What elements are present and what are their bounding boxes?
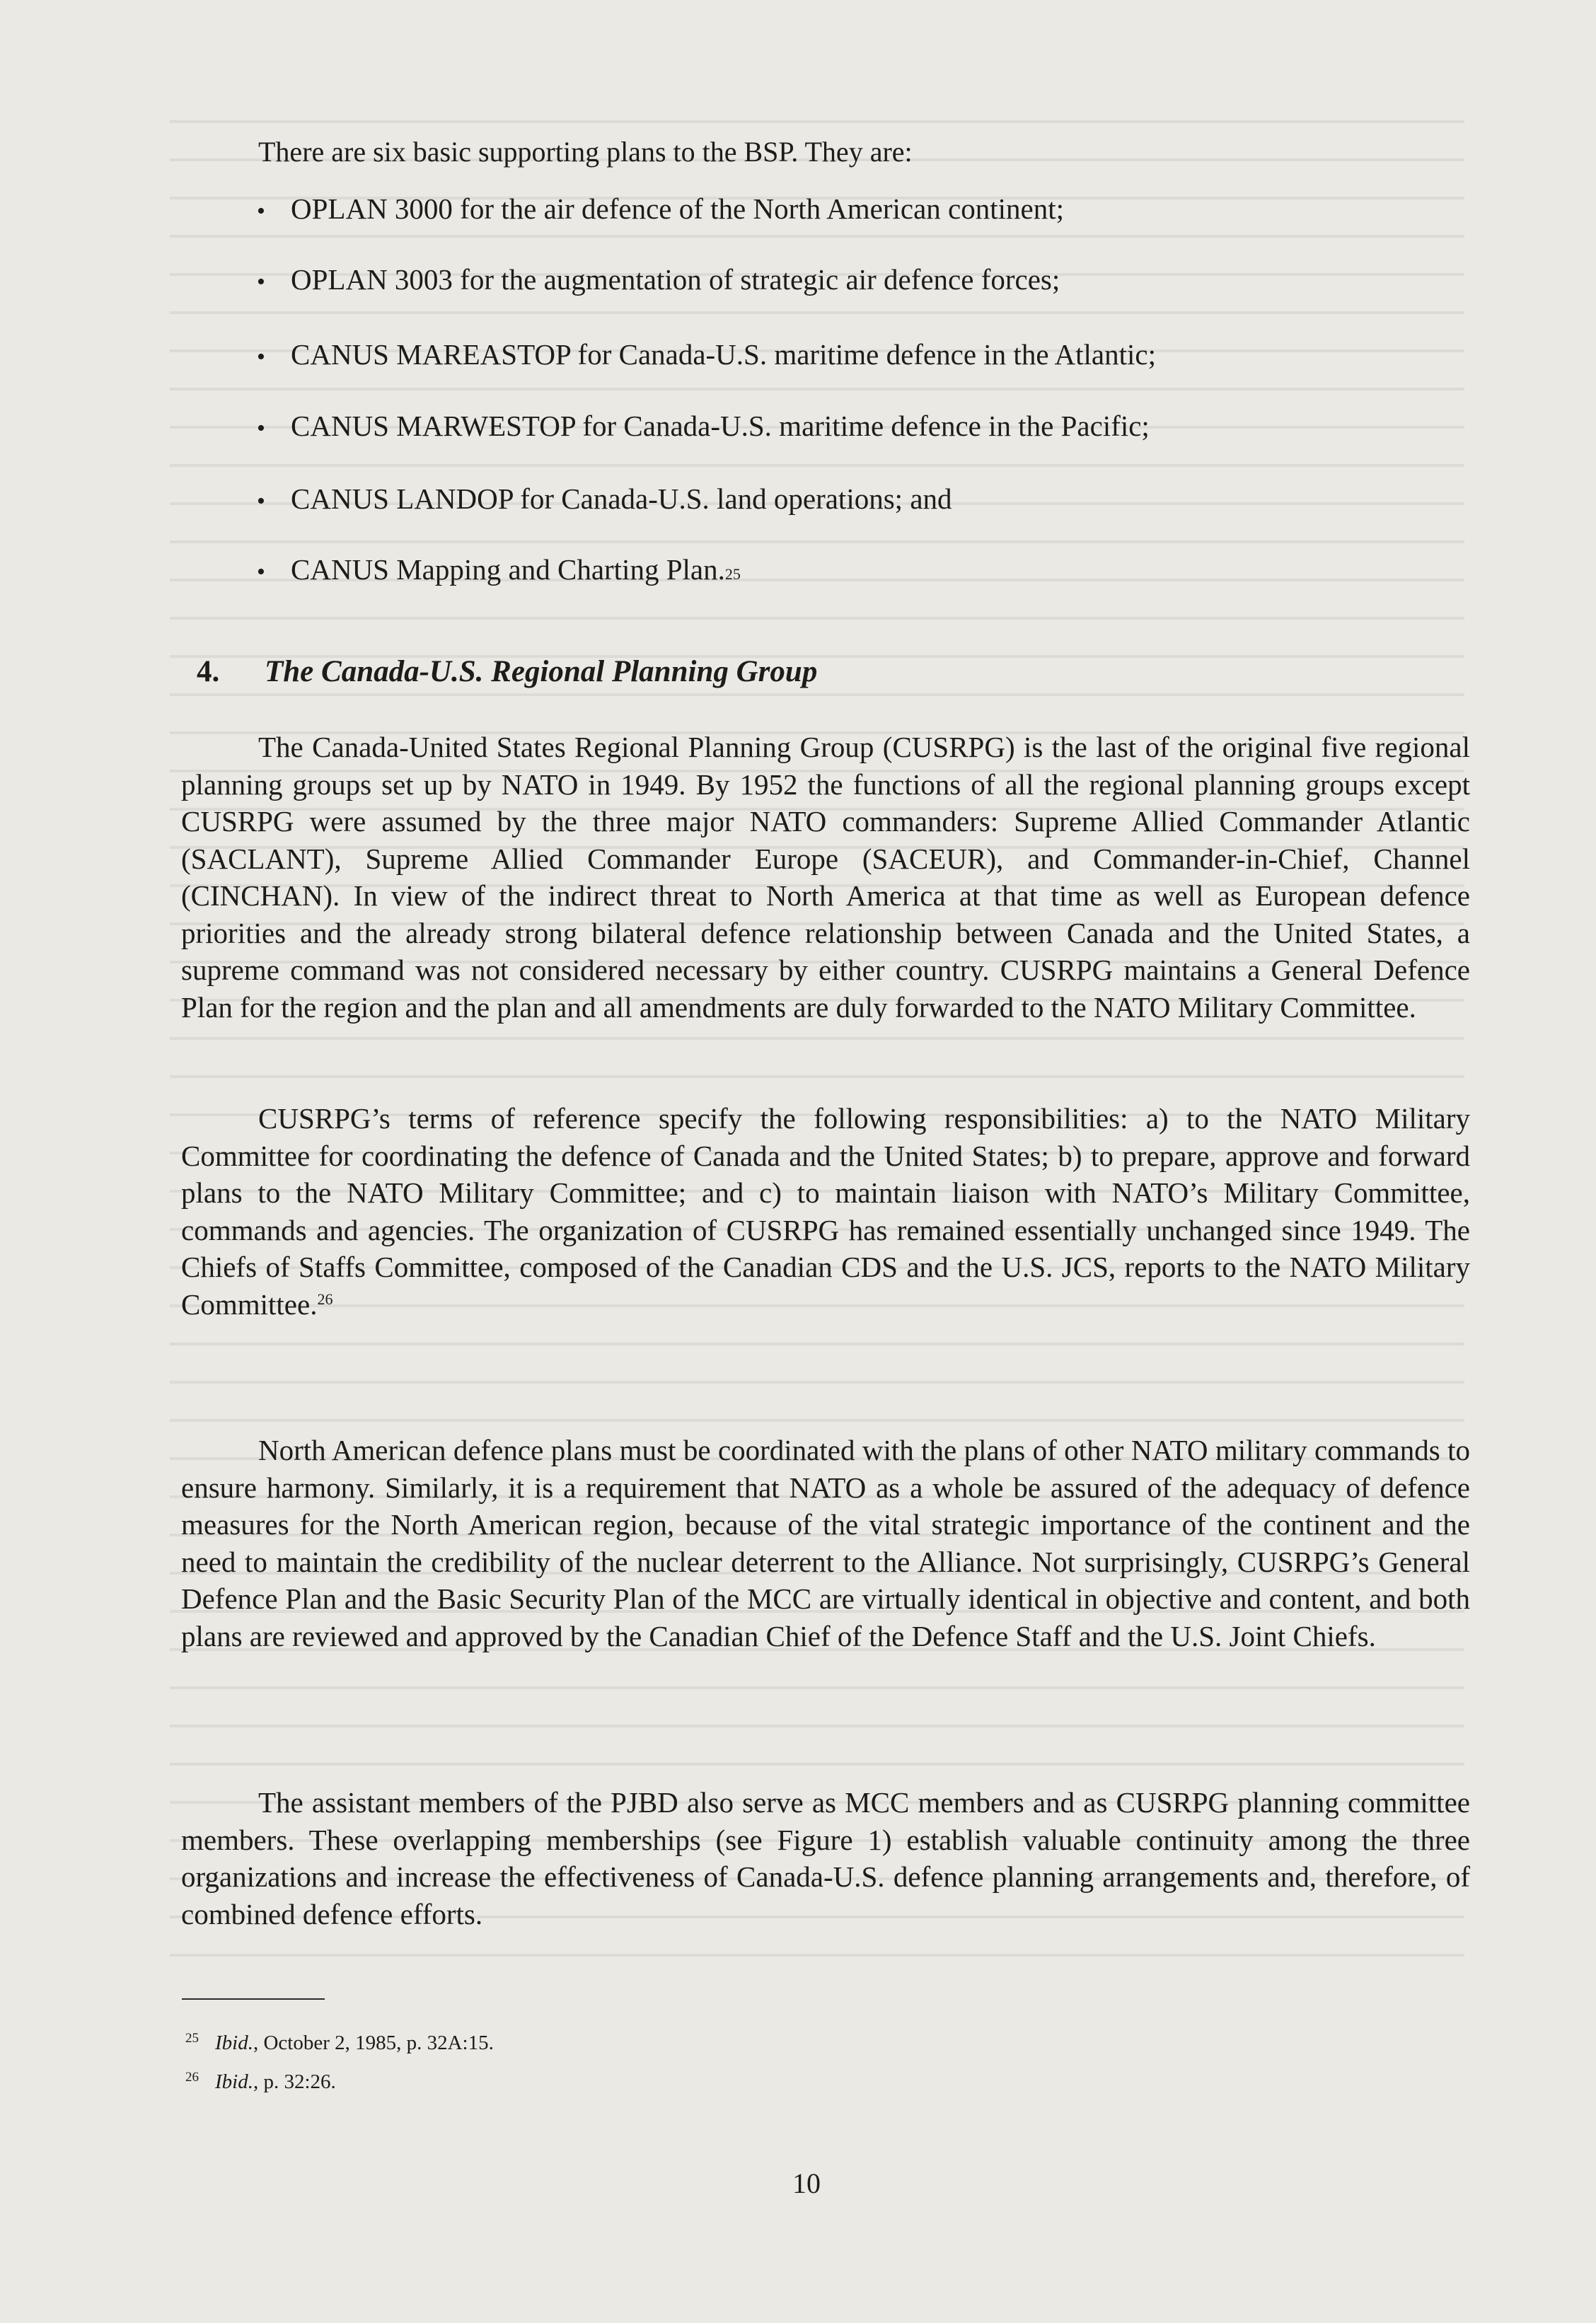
bullet-icon: • [257,559,265,585]
body-paragraph [181,729,1470,1026]
body-paragraph [181,1432,1470,1655]
list-item-text: CANUS Mapping and Charting Plan. [291,553,725,586]
footnote [185,2024,494,2057]
footnote-text: , p. 32:26. [253,2070,336,2093]
section-heading [197,651,817,693]
footnote-divider [182,1998,325,2000]
bullet-icon: • [257,344,265,370]
footnote-number: 25 [185,2031,199,2046]
list-item [257,481,952,516]
footnote-ref: 26 [317,1290,333,1308]
section-number: 4. [197,655,220,688]
footnote-ibid: Ibid. [215,2032,253,2054]
paragraph-text: The assistant members of the PJBD also serve as MCC members and as CUSRPG planning committee members. These overlapping memberships (see Figure 1) establish valuable continuity among the three organizations and increase the effectiveness of Canada-U.S. defence planning arrangements and, therefore, of combined defence efforts. [181,1786,1470,1930]
intro-text: There are six basic supporting plans to the BSP. They are: [258,136,913,168]
list-item: • CANUS Mapping and Charting Plan. 25 [257,552,741,587]
footnote-ibid: Ibid. [215,2070,253,2093]
list-item-text: OPLAN 3003 for the augmentation of strategic air defence forces; [291,263,1060,296]
bullet-icon: • [257,269,265,295]
list-item [257,337,1156,372]
paragraph-text: The Canada-United States Regional Planning Group (CUSRPG) is the last of the original five regional planning groups set up by NATO in 1949. By 1952 the functions of all the regional planning groups except CUSRPG were assumed by the three major NATO commanders: Supreme Allied Commander Atlantic (SACLANT), Supreme Allied Commander Europe (SACEUR), and Commander-in-Chief, Channel (CINCHAN). In view of the indirect threat to North America at that time as well as European defence priorities and the already strong bilateral defence relationship between Canada and the United States, a supreme command was not considered necessary by either country. CUSRPG maintains a General Defence Plan for the region and the plan and all amendments are duly forwarded to the NATO Military Committee. [181,731,1470,1024]
bullet-icon: • [257,415,265,441]
bullet-icon: • [257,198,265,224]
list-item [257,408,1150,444]
footnote-number: 26 [185,2070,199,2085]
show-through-bleed [170,120,1464,1959]
list-item-text: CANUS MARWESTOP for Canada-U.S. maritime defence in the Pacific; [291,410,1150,442]
footnote [185,2063,336,2096]
list-item-text: CANUS MAREASTOP for Canada-U.S. maritime defence in the Atlantic; [291,338,1156,371]
footnote-text: , October 2, 1985, p. 32A:15. [253,2032,494,2054]
paragraph-text: North American defence plans must be coordinated with the plans of other NATO military commands to ensure harmony. Similarly, it is a requirement that NATO as a whole be assured of the adequacy of defence measures for the North American region, because of the vital strategic importance of the continent and the need to maintain the credibility of the nuclear deterrent to the Alliance. Not surprisingly, CUSRPG’s General Defence Plan and the Basic Security Plan of the MCC are virtually identical in objective and content, and both plans are reviewed and approved by the Canadian Chief of the Defence Staff and the U.S. Joint Chiefs. [181,1434,1470,1652]
paragraph-text: CUSRPG’s terms of reference specify the following responsibilities: a) to the NATO Military Committee for coordinating the defence of Canada and the United States; b) to prepare, approve and forward plans to the NATO Military Committee; and c) to maintain liaison with NATO’s Military Committee, commands and agencies. The organization of CUSRPG has remained essentially unchanged since 1949. The Chiefs of Staffs Committee, composed of the Canadian CDS and the U.S. JCS, reports to the NATO Military Committee. [181,1102,1470,1321]
page-number: 10 [792,2167,821,2199]
body-paragraph [181,1100,1470,1323]
list-item [257,191,1064,226]
section-title: The Canada-U.S. Regional Planning Group [265,655,818,688]
body-paragraph [181,1784,1470,1933]
list-item-text: CANUS LANDOP for Canada-U.S. land operations; and [291,482,952,515]
list-item [257,262,1060,297]
bullet-icon: • [257,488,265,514]
list-item-text: OPLAN 3000 for the air defence of the North American continent; [291,192,1064,225]
